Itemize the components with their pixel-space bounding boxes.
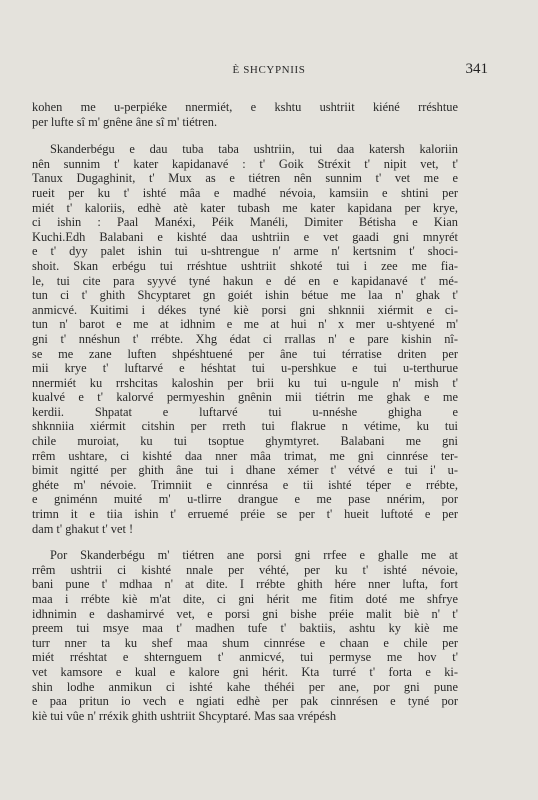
text-line: se me zane luften shpéshtuené per âne tui térratise driten per bbox=[32, 346, 458, 361]
paragraph bbox=[32, 100, 458, 129]
text-line: kualvé e t' kalorvé permyeshin gnênin mii tiétrin me ghak e me bbox=[32, 390, 458, 405]
text-line: per lufte sî m' gnêne âne sî m' tiétren. bbox=[32, 114, 218, 129]
text-line: Tanux Dugaghinit, t' Mux as e tiétren nên sunnim t' vet me e bbox=[32, 171, 458, 186]
text-line: maa i rrébte kiè m'at dite, ci gni hérit me fitim doté me shfrye bbox=[32, 592, 458, 606]
page-number: 341 bbox=[465, 61, 488, 77]
text-line: ci ishin : Paal Manéxi, Péik Manéli, Dimiter Bétisha e Kian bbox=[32, 215, 458, 230]
text-line: mii krye t' luftarvé e héshtat tui u-pershkue e tui u-terthurue bbox=[32, 361, 458, 376]
text-line: shin lodhe anmikun ci ishté kahe théhéi per ane, por gni pune bbox=[32, 679, 458, 694]
paragraph bbox=[32, 142, 458, 536]
text-line: nên sunnim t' kater kapidanavé : t' Goik Stréxit t' nipit vet, t' bbox=[32, 156, 458, 171]
paragraph-gap bbox=[32, 129, 458, 142]
text-line: bimit ngitté per ghith âne tui i dhane xémer t' vétvé e tui i' u- bbox=[32, 463, 458, 478]
text-line: tun ci t' ghith Shcyptaret gn goiét ishin bétue me laa n' ghak t' bbox=[32, 288, 458, 303]
text-line: shknniia xiérmit citshin per rreth tui flakrue n vétime, ku tui bbox=[32, 419, 458, 434]
text-line: vet kamsore e kual e kalore gni hérit. Kta turré t' forta e ki- bbox=[32, 664, 458, 679]
paragraph bbox=[32, 548, 458, 723]
text-line: preem tui msye maa t' madhen tufe t' baktiis, ashtu ky kiè me bbox=[32, 621, 458, 636]
page-header bbox=[0, 60, 538, 80]
text-line: le, tui cite para syyvé tyné hakun e dé en e kapidanavé t' mé- bbox=[32, 273, 458, 288]
text-line: rrêm ushtrii ci kishté nnale per véhté, per ku t' ishté névoie, bbox=[32, 562, 458, 577]
text-line: kiè tui vûe n' rréxik ghith ushtriit Shcyptaré. Mas saa vrépésh bbox=[32, 708, 337, 723]
text-line: tun n' barot e me at idhnim e me at hui n' x mer u-shtyené m' bbox=[32, 317, 458, 332]
text-line: bani pune t' mdhaa n' at dite. I rrébte ghith hére nner lufta, fort bbox=[32, 577, 458, 592]
text-line: dam t' ghakut t' vet ! bbox=[32, 521, 134, 536]
paragraph-gap bbox=[32, 536, 458, 548]
text-line: rrêm ushtare, ci kishté daa nner mâa trimat, me gni cinnrése ter- bbox=[32, 448, 458, 463]
text-line: miét t' kaloriis, edhè atè kater tubash me kater kapidana per krye, bbox=[32, 200, 458, 215]
text-line: idhnimin e dashamirvé vet, e porsi gni bishe préie malit biè n' t' bbox=[32, 606, 458, 621]
text-line: kerdii. Shpatat e luftarvé tui u-nnéshe ghigha e bbox=[32, 404, 458, 419]
text-line: shoit. Skan erbégu tui rréshtue ushtriit shkoté tui i zee me fia- bbox=[32, 258, 458, 273]
text-line: kohen me u-perpiéke nnermiét, e kshtu ushtriit kiéné rréshtue bbox=[32, 100, 458, 114]
text-line: nnermiét ku rrshcitas kaloshin per brii ku tui u-ngule n' mish t' bbox=[32, 375, 458, 390]
text-line: chile muroiat, ku tui tsoptue ghymtyret. Balabani me gni bbox=[32, 434, 458, 449]
text-line: e paa pritun io vech e ngiati edhè per pak cinnrésen e tyné por bbox=[32, 694, 458, 709]
text-line: anmicvé. Kuitimi i dékes tyné kiè porsi gni shknnii xiérmit e ci- bbox=[32, 302, 458, 317]
text-line: Por Skanderbégu m' tiétren ane porsi gni rrfee e ghalle me at bbox=[50, 548, 458, 563]
text-line: turr nner ta ku shef maa shum cinnrése e chaan e chile per bbox=[32, 635, 458, 650]
text-line: trimn it e tiia ishin t' erruemé préie se per t' hueit luftoté e per bbox=[32, 507, 458, 522]
text-line: e gniménn muité m' u-tlirre drangue e me pase nnérim, por bbox=[32, 492, 458, 507]
text-line: rueit per ku t' ishté mâa e madhé névoia, kamsiin e shtini per bbox=[32, 185, 458, 200]
running-title: È SHCYPNIIS bbox=[232, 64, 306, 76]
text-line: e t' dyy palet ishin tui u-shtrengue n' arme n' kertsnim t' shoci- bbox=[32, 244, 458, 259]
text-line: ghéte m' névoie. Trimniit e cinnrésa e tii ishté téper e rrébte, bbox=[32, 477, 458, 492]
text-line: gni t' nnéshun t' rrébte. Xhg édat ci rrallas n' e pare kishin nî- bbox=[32, 331, 458, 346]
text-line: Skanderbégu e dau tuba taba ushtriin, tui daa katersh kaloriin bbox=[50, 142, 458, 157]
text-line: miét rréshtat e shternguem t' anmicvé, tui permyse me hov t' bbox=[32, 650, 458, 665]
text-line: Kuchi.Edh Balabani e kishté daa ushtriin e vet gaadi gni mnyrét bbox=[32, 229, 458, 244]
body-text bbox=[32, 100, 458, 723]
